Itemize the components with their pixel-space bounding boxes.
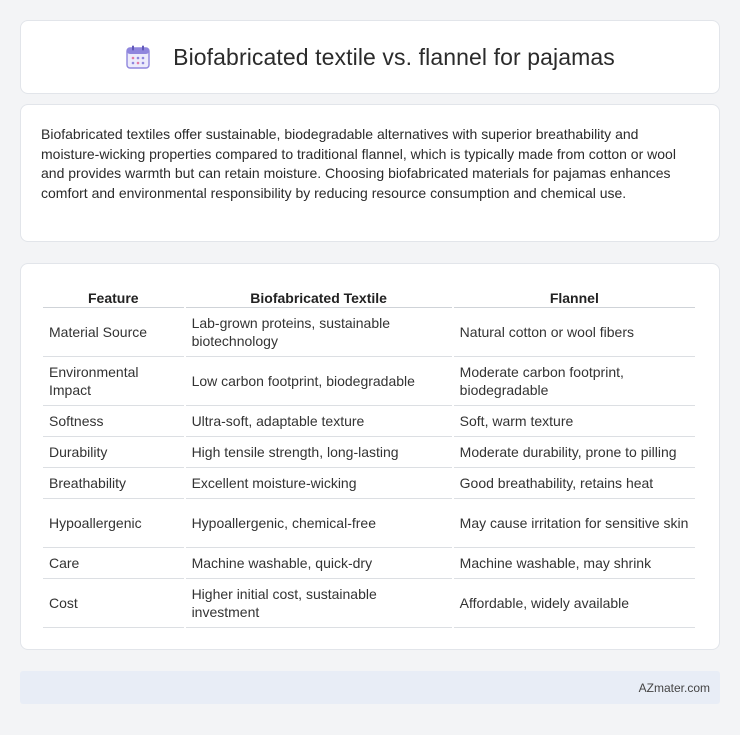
table-row bbox=[43, 499, 695, 548]
column-header-feature: Feature bbox=[43, 286, 184, 308]
table-cell-flannel: Affordable, widely available bbox=[454, 579, 695, 628]
table-cell-feature: Softness bbox=[43, 406, 184, 437]
table-cell-biofabricated: High tensile strength, long-lasting bbox=[186, 437, 452, 468]
table-cell-flannel: Machine washable, may shrink bbox=[454, 548, 695, 579]
table-cell-feature: Durability bbox=[43, 437, 184, 468]
table-cell-flannel: Moderate durability, prone to pilling bbox=[454, 437, 695, 468]
table-cell-flannel: Good breathability, retains heat bbox=[454, 468, 695, 499]
table-cell-biofabricated: Machine washable, quick-dry bbox=[186, 548, 452, 579]
table-cell-feature: Breathability bbox=[43, 468, 184, 499]
table-cell-flannel: Moderate carbon footprint, biodegradable bbox=[454, 357, 695, 406]
table-row bbox=[43, 548, 695, 579]
summary-text: Biofabricated textiles offer sustainable, biodegradable alternatives with superior breathability and moisture-wicking properties compared to traditional flannel, which is typically made from cotton or wool and provides warmth but can retain moisture. Choosing biofabricated materials for pajamas enhances comfort and environmental responsibility by reducing resource consumption and chemical use. bbox=[41, 126, 676, 201]
table-row bbox=[43, 437, 695, 468]
footer-bar bbox=[20, 671, 720, 704]
table-cell-feature: Cost bbox=[43, 579, 184, 628]
table-row bbox=[43, 406, 695, 437]
table-row bbox=[43, 308, 695, 357]
table-cell-feature: Care bbox=[43, 548, 184, 579]
table-cell-biofabricated: Low carbon footprint, biodegradable bbox=[186, 357, 452, 406]
column-header-flannel: Flannel bbox=[454, 286, 695, 308]
column-header-biofabricated: Biofabricated Textile bbox=[186, 286, 452, 308]
comparison-table bbox=[41, 286, 697, 628]
table-cell-biofabricated: Hypoallergenic, chemical-free bbox=[186, 499, 452, 548]
table-cell-biofabricated: Lab-grown proteins, sustainable biotechnology bbox=[186, 308, 452, 357]
page-title: Biofabricated textile vs. flannel for pajamas bbox=[173, 43, 615, 70]
table-cell-feature: Material Source bbox=[43, 308, 184, 357]
calendar-icon bbox=[125, 44, 151, 70]
table-row bbox=[43, 357, 695, 406]
table-row bbox=[43, 468, 695, 499]
summary-card bbox=[20, 104, 720, 242]
table-cell-biofabricated: Higher initial cost, sustainable investment bbox=[186, 579, 452, 628]
table-row bbox=[43, 579, 695, 628]
table-cell-feature: Hypoallergenic bbox=[43, 499, 184, 548]
table-header-row bbox=[43, 286, 695, 308]
table-cell-flannel: May cause irritation for sensitive skin bbox=[454, 499, 695, 548]
table-cell-feature: Environmental Impact bbox=[43, 357, 184, 406]
footer-brand[interactable]: AZmater.com bbox=[638, 680, 710, 695]
table-cell-biofabricated: Excellent moisture-wicking bbox=[186, 468, 452, 499]
table-cell-flannel: Soft, warm texture bbox=[454, 406, 695, 437]
table-cell-flannel: Natural cotton or wool fibers bbox=[454, 308, 695, 357]
table-cell-biofabricated: Ultra-soft, adaptable texture bbox=[186, 406, 452, 437]
comparison-table-card bbox=[20, 263, 720, 650]
title-card bbox=[20, 20, 720, 94]
